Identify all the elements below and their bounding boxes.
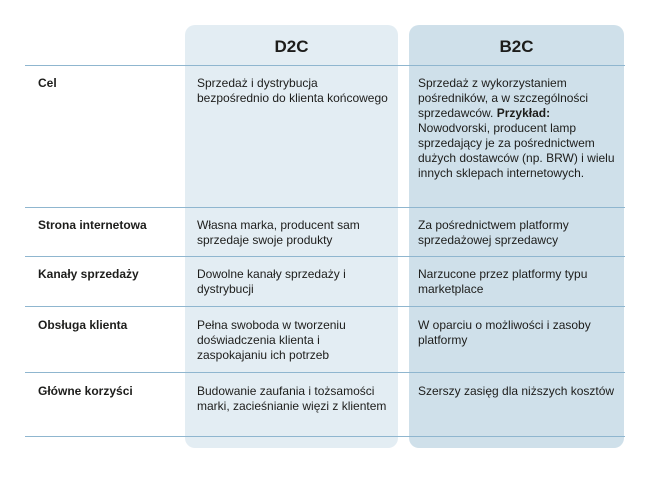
row-divider: [25, 372, 625, 373]
b2c-cell-obsluga-klienta: W oparciu o możliwości i zasoby platformy: [418, 318, 591, 347]
row-divider: [25, 207, 625, 208]
b2c-cell-cel: [418, 76, 616, 181]
b2c-cell-glowne-korzysci: Szerszy zasięg dla niższych kosztów: [418, 384, 615, 398]
row-label-strona-internetowa: Strona internetowa: [38, 218, 147, 232]
row-label-cel: Cel: [38, 76, 57, 90]
row-label-glowne-korzysci: Główne korzyści: [38, 384, 133, 398]
b2c-cell-kanaly-sprzedazy: Narzucone przez platformy typu marketplace: [418, 267, 588, 296]
d2c-cell-obsluga-klienta: Pełna swoboda w tworzeniu doświadczenia klienta i zaspokajaniu ich potrzeb: [197, 318, 346, 362]
d2c-cell-cel: Sprzedaż i dystrybucja bezpośrednio do klienta końcowego: [197, 76, 388, 105]
row-label-obsluga-klienta: Obsługa klienta: [38, 318, 128, 332]
b2c-cel-text: Sprzedaż z wykorzystaniem pośredników, a w szczególności sprzedawców.: [418, 76, 589, 120]
d2c-cell-kanaly-sprzedazy: Dowolne kanały sprzedaży i dystrybucji: [197, 267, 346, 296]
row-divider: [25, 436, 625, 437]
b2c-example-label: Przykład:: [496, 106, 551, 120]
d2c-cell-glowne-korzysci: Budowanie zaufania i tożsamości marki, zacieśnianie więzi z klientem: [197, 384, 387, 413]
d2c-cell-strona-internetowa: Własna marka, producent sam sprzedaje swoje produkty: [197, 218, 360, 247]
b2c-column-header: B2C: [499, 37, 534, 56]
row-divider: [25, 65, 625, 66]
row-divider: [25, 306, 625, 307]
b2c-cell-strona-internetowa: Za pośrednictwem platformy sprzedażowej sprzedawcy: [418, 218, 569, 247]
row-label-kanaly-sprzedazy: Kanały sprzedaży: [38, 267, 139, 281]
row-divider: [25, 256, 625, 257]
d2c-column-header: D2C: [274, 37, 309, 56]
b2c-example-text: Nowodvorski, producent lamp sprzedający je za pośrednictwem dużych dostawców (np. BRW) i wielu innych sklepach internetowych.: [418, 121, 615, 180]
